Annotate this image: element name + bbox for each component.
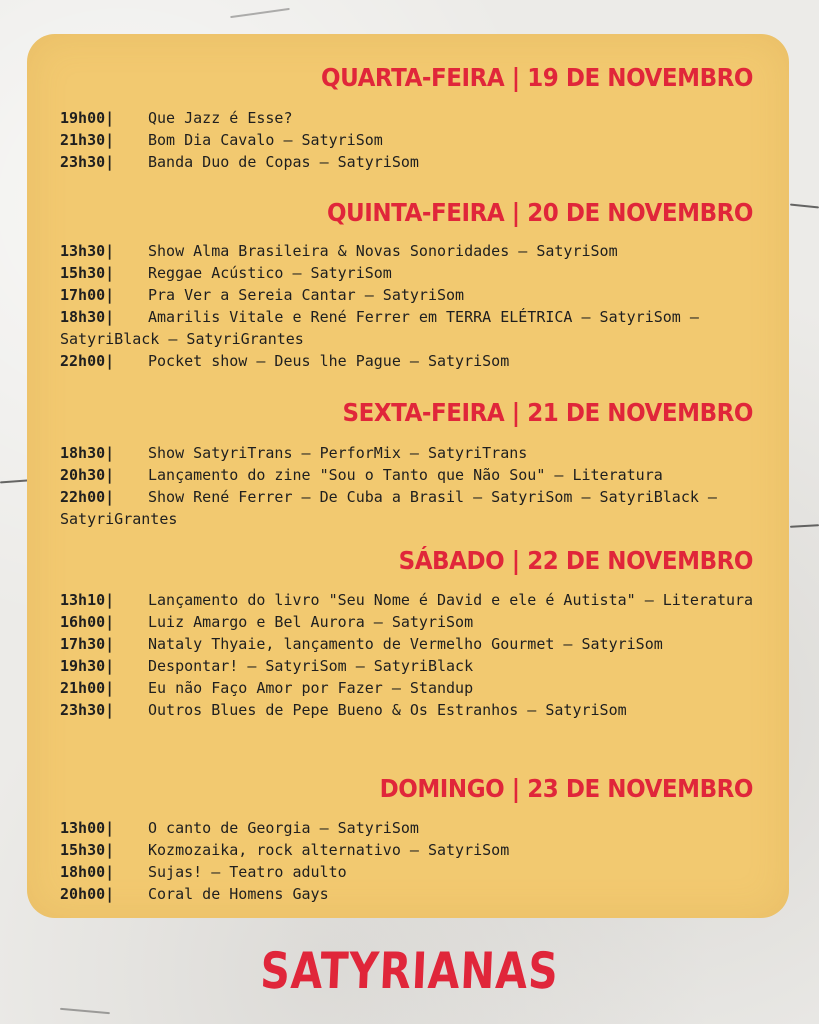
event-time: 13h10| <box>60 591 115 609</box>
event-title: Eu não Faço Amor por Fazer — Standup <box>148 679 474 697</box>
event-time: 20h00| <box>60 885 115 903</box>
event-time: 18h30| <box>60 444 115 462</box>
event-title: Outros Blues de Pepe Bueno & Os Estranhos — SatyriSom <box>148 701 627 719</box>
event-item <box>60 486 760 530</box>
event-list-wednesday <box>60 107 760 173</box>
event-item <box>60 839 760 861</box>
event-item <box>60 240 760 262</box>
event-time: 23h30| <box>60 701 115 719</box>
event-item <box>60 883 760 905</box>
event-item <box>60 442 760 464</box>
event-time: 18h30| <box>60 308 115 326</box>
event-time: 22h00| <box>60 352 115 370</box>
event-time: 17h30| <box>60 635 115 653</box>
schedule-panel <box>27 34 789 918</box>
event-title: Kozmozaika, rock alternativo — SatyriSom <box>148 841 510 859</box>
event-time: 21h30| <box>60 131 115 149</box>
event-item <box>60 129 760 151</box>
event-time: 18h00| <box>60 863 115 881</box>
day-heading-sunday: DOMINGO | 23 DE NOVEMBRO <box>379 774 753 803</box>
event-list-friday <box>60 442 760 530</box>
event-title: Reggae Acústico — SatyriSom <box>148 264 392 282</box>
event-item <box>60 306 760 350</box>
satyrianas-logo: SATYRIANAS <box>259 942 560 1000</box>
event-title: Despontar! — SatyriSom — SatyriBlack <box>148 657 474 675</box>
event-item <box>60 861 760 883</box>
day-heading-friday: SEXTA-FEIRA | 21 DE NOVEMBRO <box>342 398 753 427</box>
event-item <box>60 699 760 721</box>
event-time: 13h00| <box>60 819 115 837</box>
event-title: O canto de Georgia — SatyriSom <box>148 819 419 837</box>
event-title: Luiz Amargo e Bel Aurora — SatyriSom <box>148 613 474 631</box>
event-time: 21h00| <box>60 679 115 697</box>
event-item <box>60 817 760 839</box>
event-title: Lançamento do zine "Sou o Tanto que Não Sou" — Literatura <box>148 466 663 484</box>
event-time: 20h30| <box>60 466 115 484</box>
event-title: Show SatyriTrans — PerforMix — SatyriTrans <box>148 444 528 462</box>
event-title: Pocket show — Deus lhe Pague — SatyriSom <box>148 352 510 370</box>
event-time: 23h30| <box>60 153 115 171</box>
event-item <box>60 677 760 699</box>
event-time: 16h00| <box>60 613 115 631</box>
event-title: Bom Dia Cavalo — SatyriSom <box>148 131 383 149</box>
day-heading-thursday: QUINTA-FEIRA | 20 DE NOVEMBRO <box>326 198 753 227</box>
event-list-saturday <box>60 589 760 721</box>
event-item <box>60 633 760 655</box>
day-heading-wednesday: QUARTA-FEIRA | 19 DE NOVEMBRO <box>320 63 753 92</box>
event-title: Amarilis Vitale e René Ferrer em TERRA ELÉTRICA — SatyriSom — SatyriBlack — SatyriGrantes <box>60 308 699 348</box>
event-list-thursday <box>60 240 760 372</box>
event-item <box>60 611 760 633</box>
event-time: 17h00| <box>60 286 115 304</box>
event-title: Que Jazz é Esse? <box>148 109 293 127</box>
event-time: 19h30| <box>60 657 115 675</box>
event-title: Sujas! — Teatro adulto <box>148 863 347 881</box>
event-item <box>60 464 760 486</box>
event-item <box>60 284 760 306</box>
event-title: Coral de Homens Gays <box>148 885 329 903</box>
event-item <box>60 262 760 284</box>
event-title: Show Alma Brasileira & Novas Sonoridades — SatyriSom <box>148 242 618 260</box>
event-time: 22h00| <box>60 488 115 506</box>
event-time: 13h30| <box>60 242 115 260</box>
event-title: Show René Ferrer — De Cuba a Brasil — SatyriSom — SatyriBlack — SatyriGrantes <box>60 488 717 528</box>
event-list-sunday <box>60 817 760 905</box>
event-time: 15h30| <box>60 264 115 282</box>
event-time: 15h30| <box>60 841 115 859</box>
event-title: Lançamento do livro "Seu Nome é David e ele é Autista" — Literatura <box>148 591 754 609</box>
event-item <box>60 151 760 173</box>
event-item <box>60 655 760 677</box>
event-title: Banda Duo de Copas — SatyriSom <box>148 153 419 171</box>
day-heading-saturday: SÁBADO | 22 DE NOVEMBRO <box>398 546 753 575</box>
event-title: Nataly Thyaie, lançamento de Vermelho Gourmet — SatyriSom <box>148 635 663 653</box>
event-time: 19h00| <box>60 109 115 127</box>
event-item <box>60 107 760 129</box>
event-item <box>60 350 760 372</box>
event-item <box>60 589 760 611</box>
event-title: Pra Ver a Sereia Cantar — SatyriSom <box>148 286 465 304</box>
